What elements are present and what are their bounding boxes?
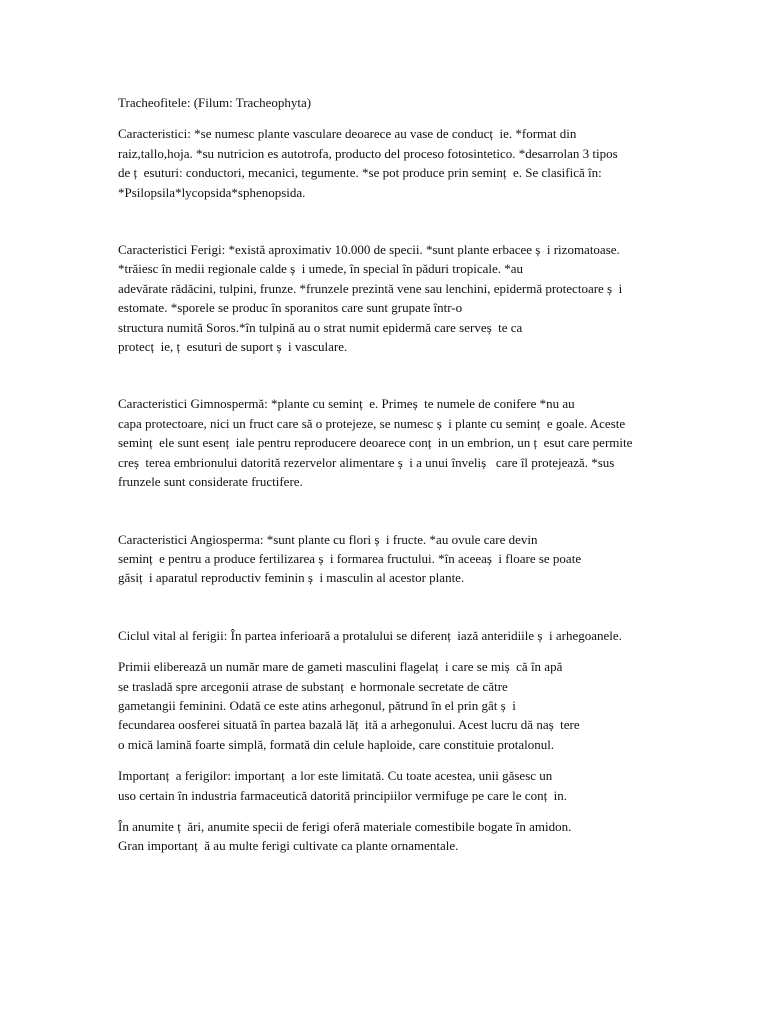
- spacer: [118, 645, 698, 657]
- text-line: protecț ie, ț esuturi de suport ș i vasculare.: [118, 339, 348, 355]
- paragraph-ciclul: [118, 626, 698, 645]
- text-line: adevărate rădăcini, tulpini, frunze. *frunzele prezintă vene sau lenchini, epidermă protectoare ș i: [118, 280, 623, 296]
- text-line: o mică lamină foarte simplă, formată din celule haploide, care constituie protalonul.: [118, 736, 555, 752]
- text-line: seminț e pentru a produce fertilizarea ș i formarea fructului. *în aceeaș i floare se poate: [118, 550, 582, 566]
- text-line: Caracteristici Gimnospermă: *plante cu seminț e. Primeș te numele de conifere *nu au: [118, 396, 575, 412]
- document-title: Tracheofitele: (Filum: Tracheophyta): [118, 95, 312, 110]
- text-line: Caracteristici: *se numesc plante vasculare deoarece au vase de conducț ie. *format din: [118, 126, 577, 142]
- text-line: gametangii feminini. Odată ce este atins arhegonul, pătrund în el prin gât ș i: [118, 697, 516, 713]
- text-line: *Psilopsila*lycopsida*sphenopsida.: [118, 184, 306, 200]
- text-line: găsiț i aparatul reproductiv feminin ș i masculin al acestor plante.: [118, 570, 465, 586]
- text-line: Gran importanț ă au multe ferigi cultivate ca plante ornamentale.: [118, 838, 459, 854]
- paragraph-caracteristici: [118, 124, 698, 202]
- text-line: seminț ele sunt esenț iale pentru reproducere deoarece conț in un embrion, un ț esut care permite: [118, 435, 633, 451]
- document-page: [118, 93, 698, 856]
- text-line: fecundarea oosferei situată în partea bazală lăț ită a arhegonului. Acest lucru dă naș tere: [118, 717, 580, 733]
- text-line: În anumite ț ări, anumite specii de ferigi oferă materiale comestibile bogate în amidon.: [118, 818, 572, 834]
- paragraph-gimnosperma: [118, 394, 698, 491]
- spacer: [118, 202, 698, 240]
- paragraph-comestibile: [118, 817, 698, 856]
- spacer: [118, 112, 698, 124]
- paragraph-ferigi: [118, 240, 698, 356]
- text-line: Caracteristici Angiosperma: *sunt plante cu flori ș i fructe. *au ovule care devin: [118, 531, 538, 547]
- text-line: estomate. *sporele se produc în sporanitos care sunt grupate într-o: [118, 300, 463, 316]
- text-line: se trasladă spre arcegonii atrase de substanț e hormonale secretate de către: [118, 678, 508, 694]
- text-line: uso certain în industria farmaceutică datorită principiilor vermifuge pe care le conț in.: [118, 787, 568, 803]
- paragraph-gameti: [118, 657, 698, 754]
- text-line: Importanț a ferigilor: importanț a lor este limitată. Cu toate acestea, unii găsesc un: [118, 768, 553, 784]
- text-line: Primii eliberează un număr mare de gameti masculini flagelaț i care se miș că în apă: [118, 659, 563, 675]
- text-line: Ciclul vital al ferigii: În partea inferioară a protalului se diferenț iază anteridiile ș i arhegoanele.: [118, 627, 622, 643]
- text-line: frunzele sunt considerate fructifere.: [118, 474, 303, 490]
- text-line: raiz,tallo,hoja. *su nutricion es autotrofa, producto del proceso fotosintetico. *desarrolan 3 tipos: [118, 145, 618, 161]
- text-line: creș terea embrionului datorită rezervelor alimentare ș i a unui înveliș care îl protejează. *sus: [118, 454, 615, 470]
- text-line: structura numită Soros.*în tulpină au o strat numit epidermă care serveș te ca: [118, 319, 523, 335]
- spacer: [118, 356, 698, 394]
- spacer: [118, 805, 698, 817]
- spacer: [118, 588, 698, 626]
- text-line: Caracteristici Ferigi: *există aproximativ 10.000 de specii. *sunt plante erbacee ș i rizomatoase.: [118, 242, 620, 258]
- paragraph-angiosperma: [118, 530, 698, 588]
- spacer: [118, 754, 698, 766]
- paragraph-importanta: [118, 766, 698, 805]
- text-line: capa protectoare, nici un fruct care să o protejeze, se numesc ș i plante cu seminț e goale. Aceste: [118, 415, 626, 431]
- text-line: *trăiesc în medii regionale calde ș i umede, în special în păduri tropicale. *au: [118, 261, 524, 277]
- spacer: [118, 492, 698, 530]
- text-line: de ț esuturi: conductori, mecanici, tegumente. *se pot produce prin seminț e. Se clasifică în:: [118, 165, 602, 181]
